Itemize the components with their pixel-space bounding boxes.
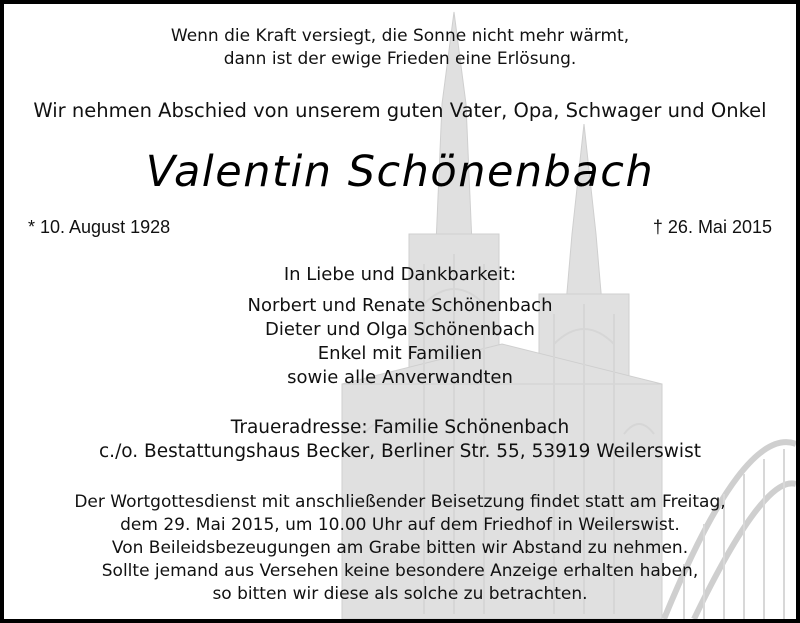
address-line-2: c./o. Bestattungshaus Becker, Berliner Str. 55, 53919 Weilerswist xyxy=(99,441,701,462)
farewell-text: Wir nehmen Abschied von unserem guten Vater, Opa, Schwager und Onkel xyxy=(33,99,767,122)
notice-line: dem 29. Mai 2015, um 10.00 Uhr auf dem Friedhof in Weilerswist. xyxy=(120,515,680,535)
notice-line: Sollte jemand aus Versehen keine besondere Anzeige erhalten haben, xyxy=(101,561,699,581)
notice-line: so bitten wir diese als solche zu betrachten. xyxy=(212,584,588,604)
notice-line: Der Wortgottesdienst mit anschließender Beisetzung findet statt am Freitag, xyxy=(74,492,726,512)
mourners-heading: In Liebe und Dankbarkeit: xyxy=(283,264,517,285)
mourner-line: Enkel mit Familien xyxy=(317,343,483,364)
notice-line: Von Beileidsbezeugungen am Grabe bitten wir Abstand zu nehmen. xyxy=(111,538,689,558)
address-line-1: Traueradresse: Familie Schönenbach xyxy=(230,417,570,438)
deceased-name: Valentin Schönenbach xyxy=(145,147,655,197)
quote-line-1: Wenn die Kraft versiegt, die Sonne nicht mehr wärmt, xyxy=(170,26,630,46)
death-date: † 26. Mai 2015 xyxy=(652,217,772,237)
quote-line-2: dann ist der ewige Frieden eine Erlösung. xyxy=(223,49,577,69)
mourner-line: Norbert und Renate Schönenbach xyxy=(247,295,553,316)
mourner-line: sowie alle Anverwandten xyxy=(287,367,513,388)
mourner-line: Dieter und Olga Schönenbach xyxy=(265,319,535,340)
birth-date: * 10. August 1928 xyxy=(28,217,171,237)
